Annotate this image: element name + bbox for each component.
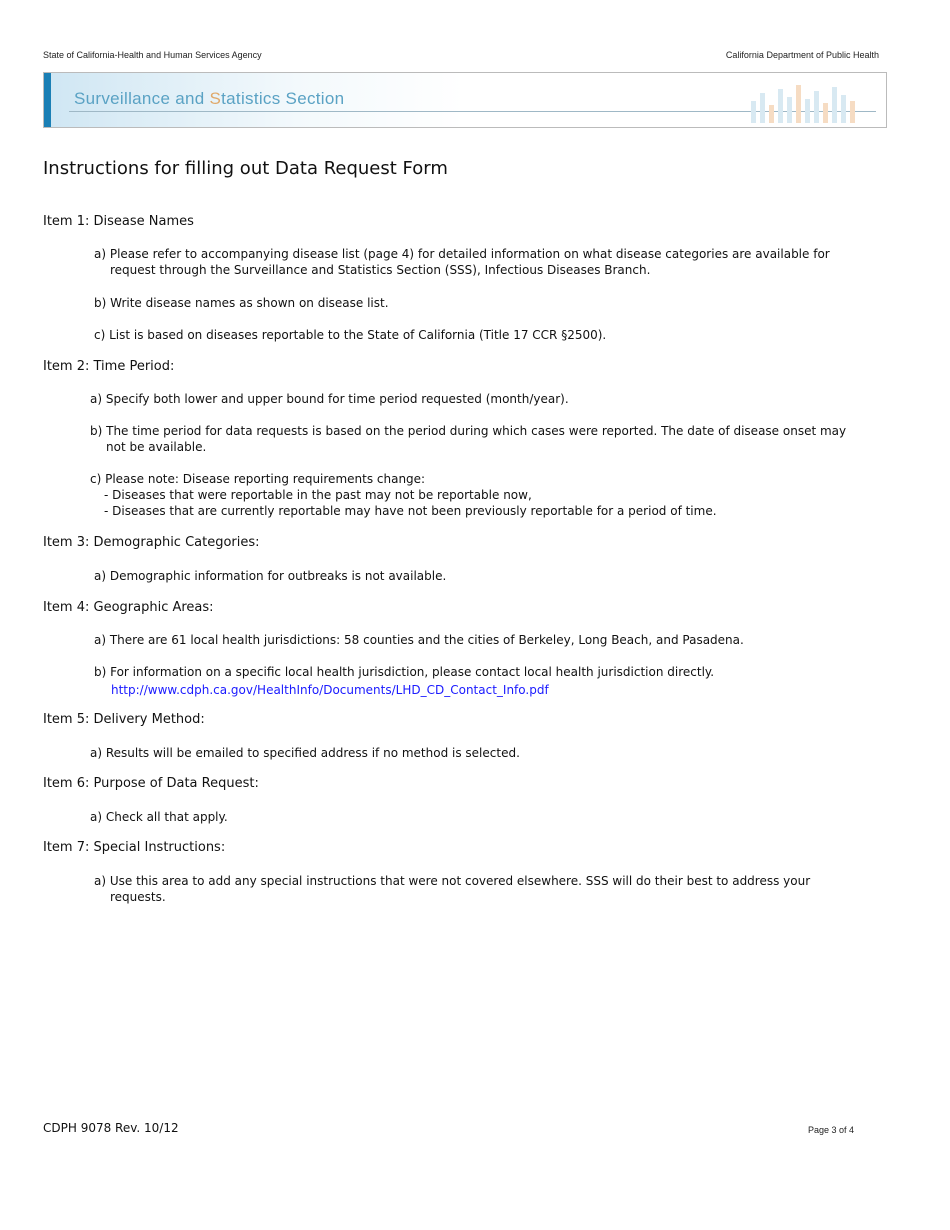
instruction-line: b) Write disease names as shown on disease list. [94,296,389,310]
instruction-line: a) Use this area to add any special instructions that were not covered elsewhere. SSS will do their best to address your [94,874,811,888]
agency-header: State of California-Health and Human Services Agency [43,50,262,60]
instruction-line: a) Check all that apply. [90,810,228,824]
item-heading: Item 1: Disease Names [43,214,194,229]
item-heading: Item 5: Delivery Method: [43,712,205,727]
instruction-line: c) Please note: Disease reporting requirements change: [90,472,426,486]
instruction-line: a) Please refer to accompanying disease list (page 4) for detailed information on what disease categories are available for [94,247,830,261]
instruction-line: - Diseases that are currently reportable may have not been previously reportable for a period of time. [104,504,717,518]
item-heading: Item 4: Geographic Areas: [43,600,214,615]
instruction-line: requests. [110,890,166,904]
page-title: Instructions for filling out Data Request Form [43,158,448,179]
item-heading: Item 6: Purpose of Data Request: [43,776,259,791]
instruction-line: request through the Surveillance and Statistics Section (SSS), Infectious Diseases Branch. [110,263,651,277]
instruction-line: a) Results will be emailed to specified address if no method is selected. [90,746,520,760]
item-heading: Item 3: Demographic Categories: [43,535,260,550]
instruction-line: a) Demographic information for outbreaks is not available. [94,569,447,583]
form-number: CDPH 9078 Rev. 10/12 [43,1121,179,1135]
item-heading: Item 2: Time Period: [43,359,175,374]
department-header: California Department of Public Health [725,50,879,60]
instruction-line: b) The time period for data requests is based on the period during which cases were reported. The date of disease onset may [90,424,847,438]
instruction-line: not be available. [106,440,207,454]
lhd-contact-link[interactable]: http://www.cdph.ca.gov/HealthInfo/Documents/LHD_CD_Contact_Info.pdf [111,683,549,697]
page-number: Page 3 of 4 [808,1125,855,1135]
banner-accent-bar [44,73,51,127]
banner-title: Surveillance and Statistics Section [74,89,345,108]
instruction-line: c) List is based on diseases reportable to the State of California (Title 17 CCR §2500). [94,328,607,342]
item-heading: Item 7: Special Instructions: [43,840,226,855]
instruction-line: b) For information on a specific local health jurisdiction, please contact local health jurisdiction directly. [94,665,715,679]
bar-graph-logo-icon [751,83,871,123]
instruction-line: a) There are 61 local health jurisdictions: 58 counties and the cities of Berkeley, Long Beach, and Pasadena. [94,633,744,647]
instruction-line: a) Specify both lower and upper bound for time period requested (month/year). [90,392,569,406]
instruction-line: - Diseases that were reportable in the past may not be reportable now, [104,488,532,502]
section-banner [43,72,887,128]
